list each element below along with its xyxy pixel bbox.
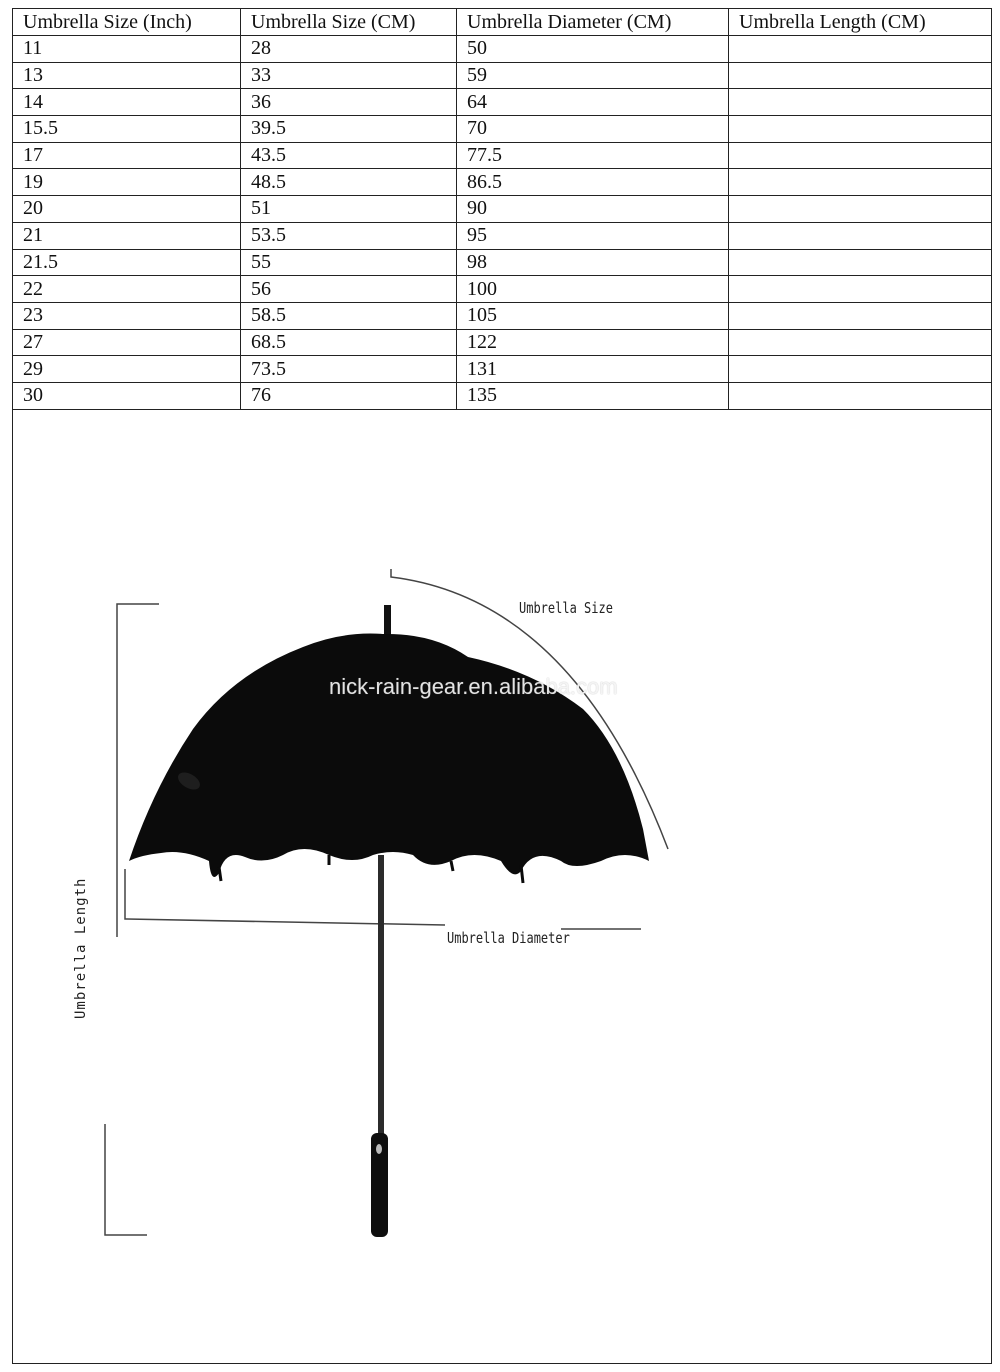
umbrella-diameter-label: Umbrella Diameter [447,929,570,947]
column-header-size-cm: Umbrella Size (CM) [241,9,457,36]
table-cell: 11 [13,36,241,63]
table-cell: 95 [457,222,729,249]
table-row [13,196,991,223]
table-cell: 15.5 [13,116,241,143]
table-row [13,169,991,196]
umbrella-size-label: Umbrella Size [519,599,613,617]
table-header-row [13,9,991,36]
table-cell [729,356,992,383]
table-cell: 64 [457,89,729,116]
table-cell: 30 [13,382,241,409]
table-cell: 13 [13,62,241,89]
table-cell: 48.5 [241,169,457,196]
table-cell: 105 [457,302,729,329]
table-row [13,382,991,409]
table-cell: 29 [13,356,241,383]
table-cell: 21 [13,222,241,249]
table-cell [729,249,992,276]
table-cell: 98 [457,249,729,276]
table-cell: 27 [13,329,241,356]
table-cell: 86.5 [457,169,729,196]
table-cell [729,116,992,143]
table-cell [729,36,992,63]
table-cell: 56 [241,276,457,303]
table-cell: 90 [457,196,729,223]
table-cell [729,276,992,303]
umbrella-length-label: Umbrella Length [73,877,89,1019]
table-cell: 76 [241,382,457,409]
column-header-length-cm: Umbrella Length (CM) [729,9,992,36]
table-cell: 21.5 [13,249,241,276]
length-bracket-line [117,604,159,937]
table-cell: 23 [13,302,241,329]
table-cell: 70 [457,116,729,143]
table-cell: 100 [457,276,729,303]
table-cell: 39.5 [241,116,457,143]
table-cell [729,382,992,409]
table-cell: 135 [457,382,729,409]
table-row [13,62,991,89]
table-body [13,36,991,410]
diameter-bracket-line [125,869,445,925]
handle-button [376,1144,382,1154]
table-row [13,302,991,329]
table-row [13,276,991,303]
table-cell: 58.5 [241,302,457,329]
table-row [13,222,991,249]
table-row [13,329,991,356]
table-cell: 43.5 [241,142,457,169]
table-cell [729,169,992,196]
table-row [13,142,991,169]
table-cell [729,62,992,89]
table-cell [729,222,992,249]
table-row [13,356,991,383]
table-row [13,36,991,63]
column-header-diameter-cm: Umbrella Diameter (CM) [457,9,729,36]
table-cell: 77.5 [457,142,729,169]
table-cell: 17 [13,142,241,169]
table-cell: 131 [457,356,729,383]
table-cell: 51 [241,196,457,223]
table-cell [729,329,992,356]
umbrella-canopy [129,634,649,877]
watermark-text: nick-rain-gear.en.alibaba.com [329,674,618,699]
table-cell: 20 [13,196,241,223]
umbrella-size-table [13,9,991,410]
table-cell: 53.5 [241,222,457,249]
size-chart-sheet [12,8,992,1364]
table-cell: 36 [241,89,457,116]
table-row [13,89,991,116]
umbrella-diagram [13,409,991,1363]
table-cell [729,196,992,223]
table-cell: 68.5 [241,329,457,356]
table-cell [729,142,992,169]
umbrella-tip [384,605,391,639]
table-cell: 14 [13,89,241,116]
table-cell: 55 [241,249,457,276]
table-cell: 50 [457,36,729,63]
table-cell: 22 [13,276,241,303]
table-cell: 28 [241,36,457,63]
table-cell: 122 [457,329,729,356]
length-bracket-line-lower [105,1124,147,1235]
table-row [13,249,991,276]
table-cell: 19 [13,169,241,196]
umbrella-shaft [378,855,384,1135]
table-cell: 73.5 [241,356,457,383]
table-row [13,116,991,143]
table-cell [729,89,992,116]
table-cell [729,302,992,329]
column-header-size-inch: Umbrella Size (Inch) [13,9,241,36]
table-cell: 33 [241,62,457,89]
umbrella-illustration [13,409,991,1363]
table-cell: 59 [457,62,729,89]
